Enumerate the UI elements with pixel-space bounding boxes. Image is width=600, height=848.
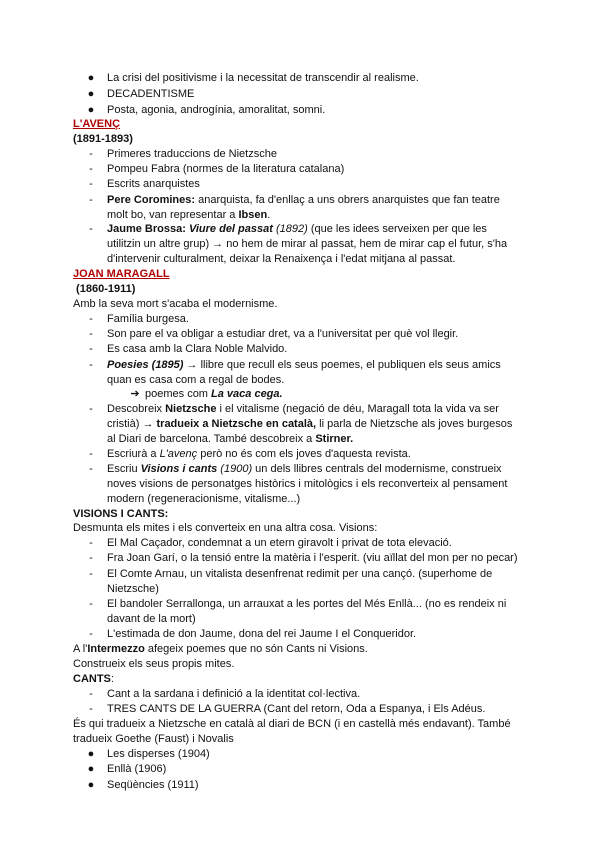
section-heading xyxy=(73,671,114,687)
sub-list-item xyxy=(0,386,600,402)
list-item xyxy=(0,550,600,566)
dash-marker: - xyxy=(89,148,93,160)
list-item xyxy=(0,357,600,373)
dash-marker: - xyxy=(89,628,93,640)
text-run: molt bo, van representar a xyxy=(107,209,239,221)
list-item-continuation xyxy=(0,251,600,267)
list-item-text: Enllà (1906) xyxy=(107,763,167,775)
list-item-text: Es casa amb la Clara Noble Malvido. xyxy=(107,343,288,355)
list-item-continuation xyxy=(0,581,600,597)
bold-text: CANTS xyxy=(73,673,111,685)
list-item xyxy=(0,566,600,582)
text-line: utilitzin un altre grup) → no hem de mirar al passat, hem de mirar cap el futur, s'ha xyxy=(107,238,508,250)
list-item xyxy=(0,86,600,102)
list-item-text: Cant a la sardana i definició a la identitat col·lectiva. xyxy=(107,688,361,700)
list-item xyxy=(0,341,600,357)
section-heading: VISIONS I CANTS: xyxy=(73,508,169,520)
list-item-text: Son pare el va obligar a estudiar dret, va a l'universitat per què vol llegir. xyxy=(107,328,459,340)
paragraph-text: És qui tradueix a Nietzsche en català al diari de BCN (i en castellà més endavant). També xyxy=(73,718,511,730)
list-item xyxy=(0,761,600,777)
dash-marker: - xyxy=(89,598,93,610)
list-item xyxy=(0,746,600,762)
list-item xyxy=(0,146,600,162)
bold-italic-text: Visions i cants xyxy=(140,463,218,475)
arrow-marker: ➔ xyxy=(130,388,140,400)
text-run: Descobreix xyxy=(107,403,166,415)
list-item-continuation xyxy=(0,236,600,252)
bold-text: Jaume Brossa: xyxy=(107,223,189,235)
list-item-text: Escrits anarquistes xyxy=(107,178,200,190)
bold-text: Nietzsche xyxy=(165,403,217,415)
list-item xyxy=(0,461,600,477)
list-item-continuation xyxy=(0,476,600,492)
dash-marker: - xyxy=(89,688,93,700)
text-line: modern (regeneracionisme, vitalisme...) xyxy=(107,493,301,505)
list-item xyxy=(0,777,600,793)
list-item xyxy=(0,326,600,342)
bold-text: Ibsen xyxy=(238,209,268,221)
list-item xyxy=(0,446,600,462)
list-item-text: El Comte Arnau, un vitalista desenfrenat redimit per una cançó. (superhome de xyxy=(107,568,493,580)
paragraph xyxy=(0,656,600,672)
list-item xyxy=(0,686,600,702)
bold-text: tradueix a Nietzsche en català, xyxy=(156,418,317,430)
list-item-text: Pompeu Fabra (normes de la literatura catalana) xyxy=(107,163,345,175)
bold-text: Pere Coromines: xyxy=(107,194,196,206)
section-heading-cants xyxy=(0,671,600,687)
paragraph-text xyxy=(73,641,368,657)
section-dates xyxy=(0,281,600,297)
list-item-text xyxy=(107,461,502,477)
text-line: Nietzsche) xyxy=(107,583,159,595)
list-item-text: DECADENTISME xyxy=(107,88,195,100)
text-line: d'intervenir culturalment, deixar la Renaixença i l'edat mitjana al passat. xyxy=(107,253,456,265)
bold-italic-text: Viure del passat xyxy=(188,223,273,235)
text-run: : xyxy=(110,673,114,685)
bullet-marker: ● xyxy=(87,779,95,791)
paragraph xyxy=(0,731,600,747)
text-run: (que les idees serveixen per que les xyxy=(307,223,487,235)
paragraph xyxy=(0,296,600,312)
paragraph xyxy=(0,641,600,657)
text-run: i el vitalisme (negació de déu, Maragall tota la vida va ser xyxy=(216,403,499,415)
list-item xyxy=(0,70,600,86)
text-run: un dels llibres centrals del modernisme, construeix xyxy=(252,463,502,475)
bullet-marker: ● xyxy=(87,72,95,84)
dash-marker: - xyxy=(89,223,93,235)
text-run: afegeix poemes que no són Cants ni Visions. xyxy=(144,643,368,655)
list-item xyxy=(0,535,600,551)
list-item-text: Seqüències (1911) xyxy=(107,779,199,791)
list-item-text: La crisi del positivisme i la necessitat de transcendir al realisme. xyxy=(107,72,419,84)
list-item xyxy=(0,221,600,237)
list-item xyxy=(0,701,600,717)
dash-marker: - xyxy=(89,552,93,564)
dash-marker: - xyxy=(89,313,93,325)
dash-marker: - xyxy=(89,568,93,580)
list-item-continuation xyxy=(0,491,600,507)
text-run: Escriu xyxy=(107,463,141,475)
text-run: al Diari de barcelona. També descobreix a xyxy=(107,433,316,445)
text-run: Escriurà a xyxy=(107,448,160,460)
text-run: li parla de Nietzsche als joves burgesos xyxy=(316,418,513,430)
list-item-continuation xyxy=(0,416,600,432)
bullet-marker: ● xyxy=(87,748,95,760)
text-line xyxy=(107,416,512,432)
list-item-text: Primeres traduccions de Nietzsche xyxy=(107,148,277,160)
paragraph-text: Construeix els seus propis mites. xyxy=(73,658,235,670)
paragraph-text: tradueix Goethe (Faust) i Novalis xyxy=(73,733,234,745)
list-item xyxy=(0,626,600,642)
text-line: noves visions de personatges històrics i mitològics i els reconverteix al pensament xyxy=(107,478,508,490)
dash-marker: - xyxy=(89,537,93,549)
list-item-text xyxy=(107,221,487,237)
bullet-marker: ● xyxy=(87,104,95,116)
dash-marker: - xyxy=(89,178,93,190)
dash-marker: - xyxy=(89,359,93,371)
text-run: A l' xyxy=(73,643,88,655)
section-heading-maragall xyxy=(0,266,600,282)
section-heading: L'AVENÇ xyxy=(73,118,121,130)
dash-marker: - xyxy=(89,448,93,460)
list-item xyxy=(0,192,600,208)
paragraph xyxy=(0,520,600,536)
section-heading: JOAN MARAGALL xyxy=(73,268,170,280)
list-item-text: El Mal Caçador, condemnat a un etern giravolt i privat de tota elevació. xyxy=(107,537,452,549)
dash-marker: - xyxy=(89,403,93,415)
list-item xyxy=(0,311,600,327)
bold-italic-text: (1895) xyxy=(148,359,184,371)
list-item-text: El bandoler Serrallonga, un arrauxat a les portes del Més Enllà... (no es rendeix ni xyxy=(107,598,507,610)
italic-text: (1900) xyxy=(217,463,253,475)
list-item-text xyxy=(145,386,283,402)
bold-italic-text: La vaca cega. xyxy=(211,388,283,400)
italic-text: (1892) xyxy=(272,223,308,235)
text-run: anarquista, fa d'enllaç a uns obrers anarquistes que fan teatre xyxy=(195,194,500,206)
list-item-continuation xyxy=(0,431,600,447)
paragraph-text: Amb la seva mort s'acaba el modernisme. xyxy=(73,298,278,310)
bullet-marker: ● xyxy=(87,763,95,775)
list-item-text: TRES CANTS DE LA GUERRA (Cant del retorn, Oda a Espanya, i Els Adéus. xyxy=(107,703,486,715)
list-item xyxy=(0,176,600,192)
list-item-continuation xyxy=(0,611,600,627)
paragraph-text: Desmunta els mites i els converteix en una altra cosa. Visions: xyxy=(73,522,378,534)
list-item xyxy=(0,596,600,612)
bold-italic-text: Poesies xyxy=(107,359,149,371)
list-item-text: L'estimada de don Jaume, dona del rei Jaume I el Conqueridor. xyxy=(107,628,417,640)
list-item-text xyxy=(107,446,411,462)
dates-text: (1891-1893) xyxy=(73,133,133,145)
dash-marker: - xyxy=(89,194,93,206)
section-dates xyxy=(0,131,600,147)
section-heading-lavenc xyxy=(0,116,600,132)
list-item-text xyxy=(107,357,501,373)
list-item-text: Fra Joan Garí, o la tensió entre la matèria i l'esperit. (viu aïllat del mon per no pecar) xyxy=(107,552,518,564)
italic-text: L'avenç xyxy=(159,448,198,460)
dash-marker: - xyxy=(89,328,93,340)
text-run: cristià) → xyxy=(107,418,157,430)
bold-text: Intermezzo xyxy=(87,643,145,655)
list-item-text xyxy=(107,192,500,208)
list-item xyxy=(0,161,600,177)
text-line: davant de la mort) xyxy=(107,613,196,625)
list-item-text xyxy=(107,401,499,417)
dash-marker: - xyxy=(89,163,93,175)
dash-marker: - xyxy=(89,463,93,475)
list-item-text: Les disperses (1904) xyxy=(107,748,210,760)
list-item-text: Posta, agonia, androgínia, amoralitat, somni. xyxy=(107,104,326,116)
bullet-marker: ● xyxy=(87,88,95,100)
text-run: . xyxy=(267,209,271,221)
text-line xyxy=(107,431,353,447)
list-item-text: Família burgesa. xyxy=(107,313,189,325)
dash-marker: - xyxy=(89,703,93,715)
dash-marker: - xyxy=(89,343,93,355)
text-line: quan es casa com a regal de bodes. xyxy=(107,374,285,386)
bold-text: Stirner. xyxy=(315,433,354,445)
text-run: → llibre que recull els seus poemes, el publiquen els seus amics xyxy=(183,359,501,371)
paragraph xyxy=(0,716,600,732)
text-run: però no és com els joves d'aquesta revista. xyxy=(197,448,411,460)
text-run: poemes com xyxy=(145,388,212,400)
list-item xyxy=(0,401,600,417)
dates-text: (1860-1911) xyxy=(73,283,136,295)
